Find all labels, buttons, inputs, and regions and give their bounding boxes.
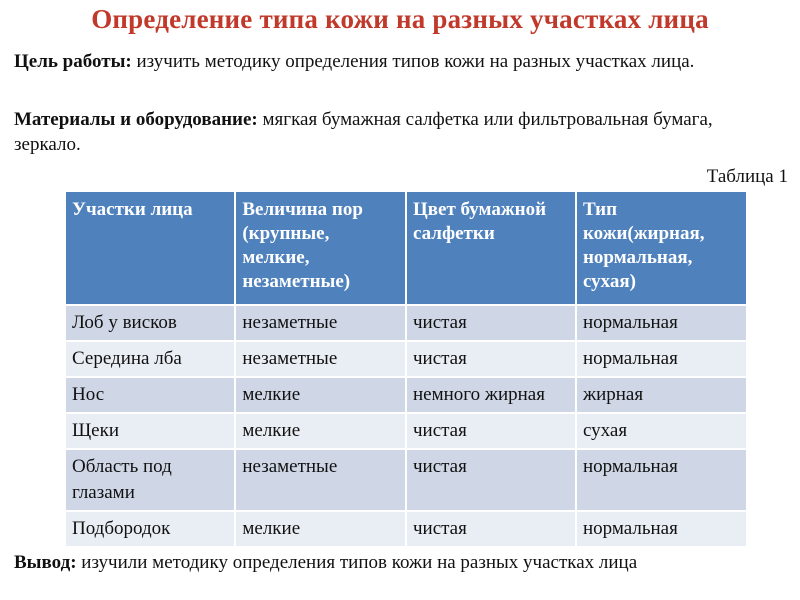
table-cell: Нос — [66, 377, 235, 413]
table-row — [66, 305, 746, 341]
table-caption: Таблица 1 — [706, 166, 788, 187]
table-cell: мелкие — [235, 511, 406, 546]
table-cell: чистая — [406, 511, 576, 546]
table-row — [66, 413, 746, 449]
table-row — [66, 511, 746, 546]
conclusion-paragraph — [14, 550, 784, 575]
goal-paragraph — [14, 49, 784, 74]
table-header-row — [66, 192, 746, 305]
header-cell-skin-type: Тип кожи(жирная, нормальная, сухая) — [576, 192, 746, 305]
header-cell-area: Участки лица — [66, 192, 235, 305]
table-cell: Лоб у висков — [66, 305, 235, 341]
table-cell: нормальная — [576, 449, 746, 511]
table-cell: незаметные — [235, 341, 406, 377]
table-cell: нормальная — [576, 305, 746, 341]
table-cell: чистая — [406, 305, 576, 341]
table-cell: незаметные — [235, 305, 406, 341]
table-cell: сухая — [576, 413, 746, 449]
header-cell-napkin-color: Цвет бумажной салфетки — [406, 192, 576, 305]
goal-label: Цель работы: — [14, 51, 132, 72]
table-row — [66, 449, 746, 511]
conclusion-text: изучили методику определения типов кожи на разных участках лица — [76, 552, 638, 573]
table-cell: нормальная — [576, 341, 746, 377]
table-cell: Область под глазами — [66, 449, 235, 511]
table-cell: мелкие — [235, 413, 406, 449]
table-row — [66, 341, 746, 377]
table-cell: нормальная — [576, 511, 746, 546]
conclusion-label: Вывод: — [14, 552, 77, 573]
goal-text: изучить методику определения типов кожи на разных участках лица. — [131, 51, 695, 72]
table-cell: Щеки — [66, 413, 235, 449]
table-cell: чистая — [406, 341, 576, 377]
table-cell: Середина лба — [66, 341, 235, 377]
table-cell: мелкие — [235, 377, 406, 413]
table-cell: чистая — [406, 449, 576, 511]
table-cell: немного жирная — [406, 377, 576, 413]
materials-text: мягкая бумажная салфетка или фильтровальная бумага, зеркало. — [14, 109, 713, 155]
table-cell: жирная — [576, 377, 746, 413]
page-title: Определение типа кожи на разных участках лица — [91, 4, 709, 34]
table-row — [66, 377, 746, 413]
table-cell: чистая — [406, 413, 576, 449]
skin-type-table — [66, 192, 746, 546]
materials-paragraph — [14, 107, 784, 157]
table-cell: Подбородок — [66, 511, 235, 546]
table-cell: незаметные — [235, 449, 406, 511]
header-cell-pore-size: Величина пор (крупные, мелкие, незаметные) — [235, 192, 406, 305]
materials-label: Материалы и оборудование: — [14, 109, 258, 130]
